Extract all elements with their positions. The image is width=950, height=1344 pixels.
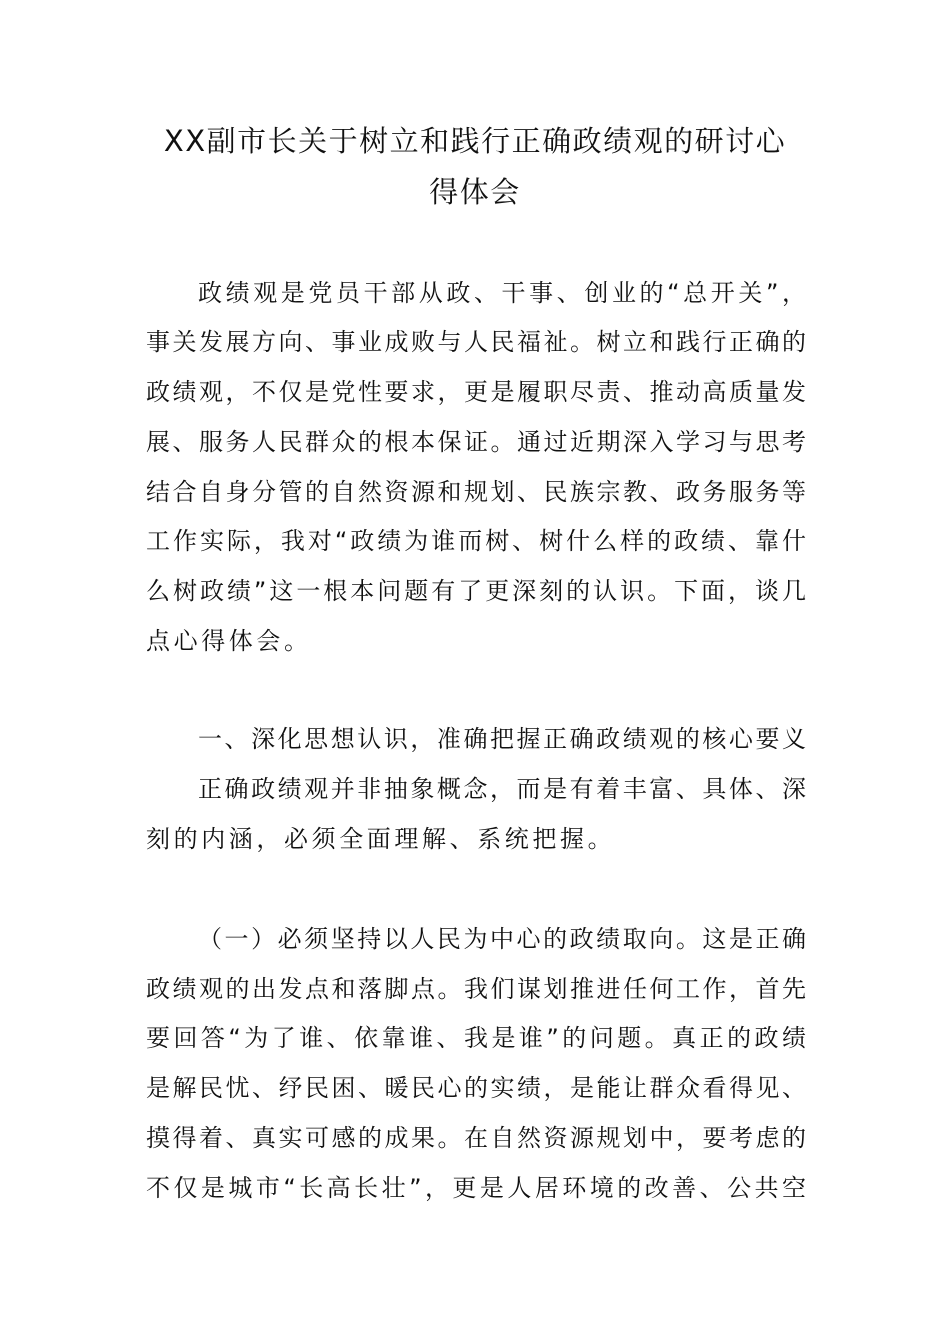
intro-paragraph-line: 结合自身分管的自然资源和规划、民族宗教、政务服务等	[146, 478, 806, 506]
intro-paragraph-line: 政绩观是党员干部从政、干事、创业的“总开关”，	[198, 279, 806, 307]
subsection-1-line: 要回答“为了谁、依靠谁、我是谁”的问题。真正的政绩	[146, 1024, 806, 1052]
document-title-line-2: 得体会	[429, 175, 521, 209]
intro-paragraph-line: 点心得体会。	[146, 627, 312, 655]
section-1-paragraph-line: 正确政绩观并非抽象概念，而是有着丰富、具体、深	[198, 775, 806, 803]
intro-paragraph-line: 展、服务人民群众的根本保证。通过近期深入学习与思考	[146, 428, 806, 456]
intro-paragraph-line: 么树政绩”这一根本问题有了更深刻的认识。下面，谈几	[146, 577, 806, 605]
subsection-1-line: 政绩观的出发点和落脚点。我们谋划推进任何工作，首先	[146, 975, 806, 1003]
intro-paragraph-line: 事关发展方向、事业成败与人民福祉。树立和践行正确的	[146, 328, 806, 356]
subsection-1-line: （一）必须坚持以人民为中心的政绩取向。这是正确	[198, 925, 806, 953]
section-1-paragraph-line: 刻的内涵，必须全面理解、系统把握。	[146, 825, 616, 853]
section-heading-1: 一、深化思想认识，准确把握正确政绩观的核心要义	[198, 725, 806, 753]
subsection-1-line: 不仅是城市“长高长壮”，更是人居环境的改善、公共空	[146, 1174, 806, 1202]
document-title-line-1: XX副市长关于树立和践行正确政绩观的研讨心	[163, 124, 787, 158]
subsection-1-line: 是解民忧、纾民困、暖民心的实绩，是能让群众看得见、	[146, 1074, 806, 1102]
intro-paragraph-line: 工作实际，我对“政绩为谁而树、树什么样的政绩、靠什	[146, 527, 806, 555]
subsection-1-line: 摸得着、真实可感的成果。在自然资源规划中，要考虑的	[146, 1124, 806, 1152]
intro-paragraph-line: 政绩观，不仅是党性要求，更是履职尽责、推动高质量发	[146, 378, 806, 406]
